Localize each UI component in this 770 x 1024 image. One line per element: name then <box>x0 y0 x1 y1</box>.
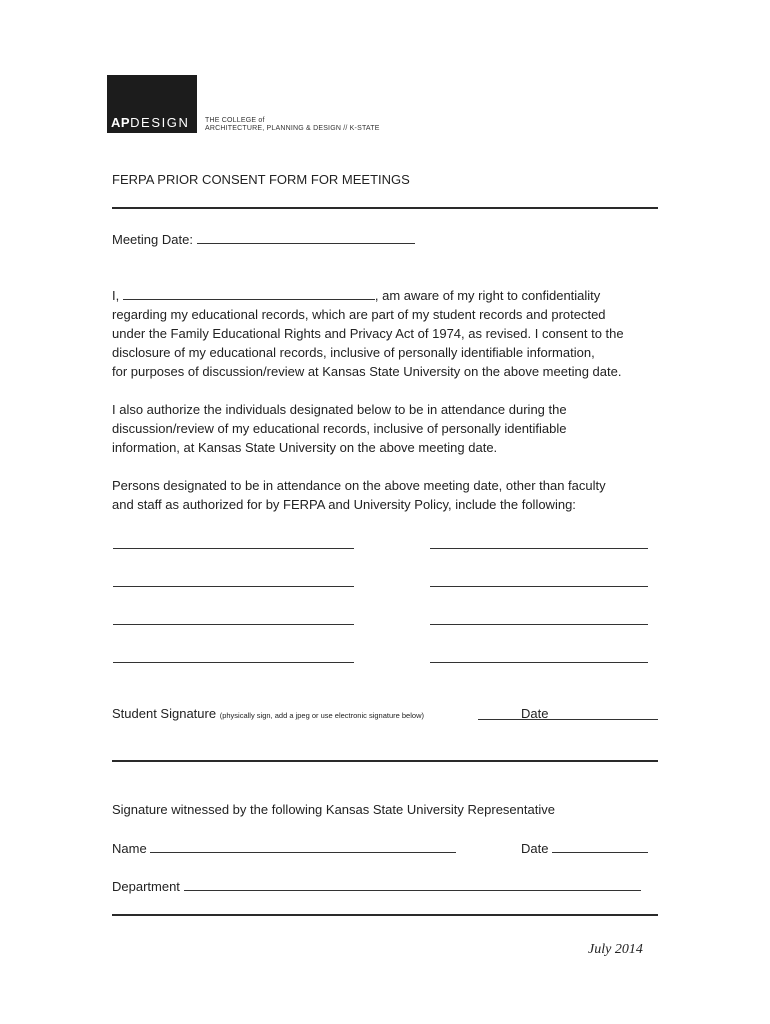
witness-name-row <box>112 839 456 858</box>
department-field[interactable] <box>184 877 641 891</box>
consent-line: regarding my educational records, which are part of my student records and protected <box>112 307 606 322</box>
persons-paragraph <box>112 476 606 514</box>
logo-wordmark: APDESIGN <box>111 115 190 130</box>
student-signature-label: Student Signature <box>112 706 217 721</box>
bottom-divider <box>112 914 658 916</box>
student-signature-row <box>112 704 424 725</box>
designee-field[interactable] <box>113 624 354 625</box>
consent-line1-suffix: , am aware of my right to confidentiality <box>374 288 601 303</box>
title-divider <box>112 207 658 209</box>
form-title: FERPA PRIOR CONSENT FORM FOR MEETINGS <box>112 172 410 187</box>
student-date-label: Date <box>521 706 549 721</box>
consent-line: under the Family Educational Rights and Privacy Act of 1974, as revised. I consent to the <box>112 326 624 341</box>
witness-heading: Signature witnessed by the following Kansas State University Representative <box>112 802 555 817</box>
consent-line: for purposes of discussion/review at Kansas State University on the above meeting date. <box>112 364 622 379</box>
meeting-date-row <box>112 230 415 249</box>
department-label: Department <box>112 879 180 894</box>
persons-line: and staff as authorized for by FERPA and University Policy, include the following: <box>112 497 576 512</box>
designee-field[interactable] <box>430 548 648 549</box>
logo-tagline: THE COLLEGE of ARCHITECTURE, PLANNING & DESIGN // K-STATE <box>205 117 380 132</box>
apdesign-logo <box>107 75 197 133</box>
designee-field[interactable] <box>430 662 648 663</box>
signature-divider <box>112 760 658 762</box>
student-name-field[interactable] <box>123 286 375 300</box>
name-label: Name <box>112 841 147 856</box>
meeting-date-field[interactable] <box>197 230 415 244</box>
designee-field[interactable] <box>430 624 648 625</box>
designee-field[interactable] <box>113 586 354 587</box>
witness-date-row <box>521 839 648 858</box>
student-signature-field[interactable] <box>478 719 658 720</box>
designee-field[interactable] <box>430 586 648 587</box>
meeting-date-label: Meeting Date: <box>112 232 193 247</box>
authorize-line: information, at Kansas State University on the above meeting date. <box>112 440 498 455</box>
consent-first-line <box>112 286 624 305</box>
department-row <box>112 877 641 896</box>
footer-date: July 2014 <box>588 942 643 957</box>
authorize-line: discussion/review of my educational records, inclusive of personally identifiable <box>112 421 567 436</box>
consent-paragraph <box>112 286 624 381</box>
consent-line: disclosure of my educational records, inclusive of personally identifiable information, <box>112 345 595 360</box>
witness-date-field[interactable] <box>552 839 648 853</box>
witness-date-label: Date <box>521 841 549 856</box>
witness-name-field[interactable] <box>150 839 456 853</box>
designee-field[interactable] <box>113 662 354 663</box>
authorize-paragraph <box>112 400 567 457</box>
authorize-line: I also authorize the individuals designated below to be in attendance during the <box>112 402 567 417</box>
student-signature-note: (physically sign, add a jpeg or use electronic signature below) <box>219 711 424 720</box>
consent-prefix: I, <box>112 288 120 303</box>
persons-line: Persons designated to be in attendance on the above meeting date, other than faculty <box>112 478 606 493</box>
designee-field[interactable] <box>113 548 354 549</box>
